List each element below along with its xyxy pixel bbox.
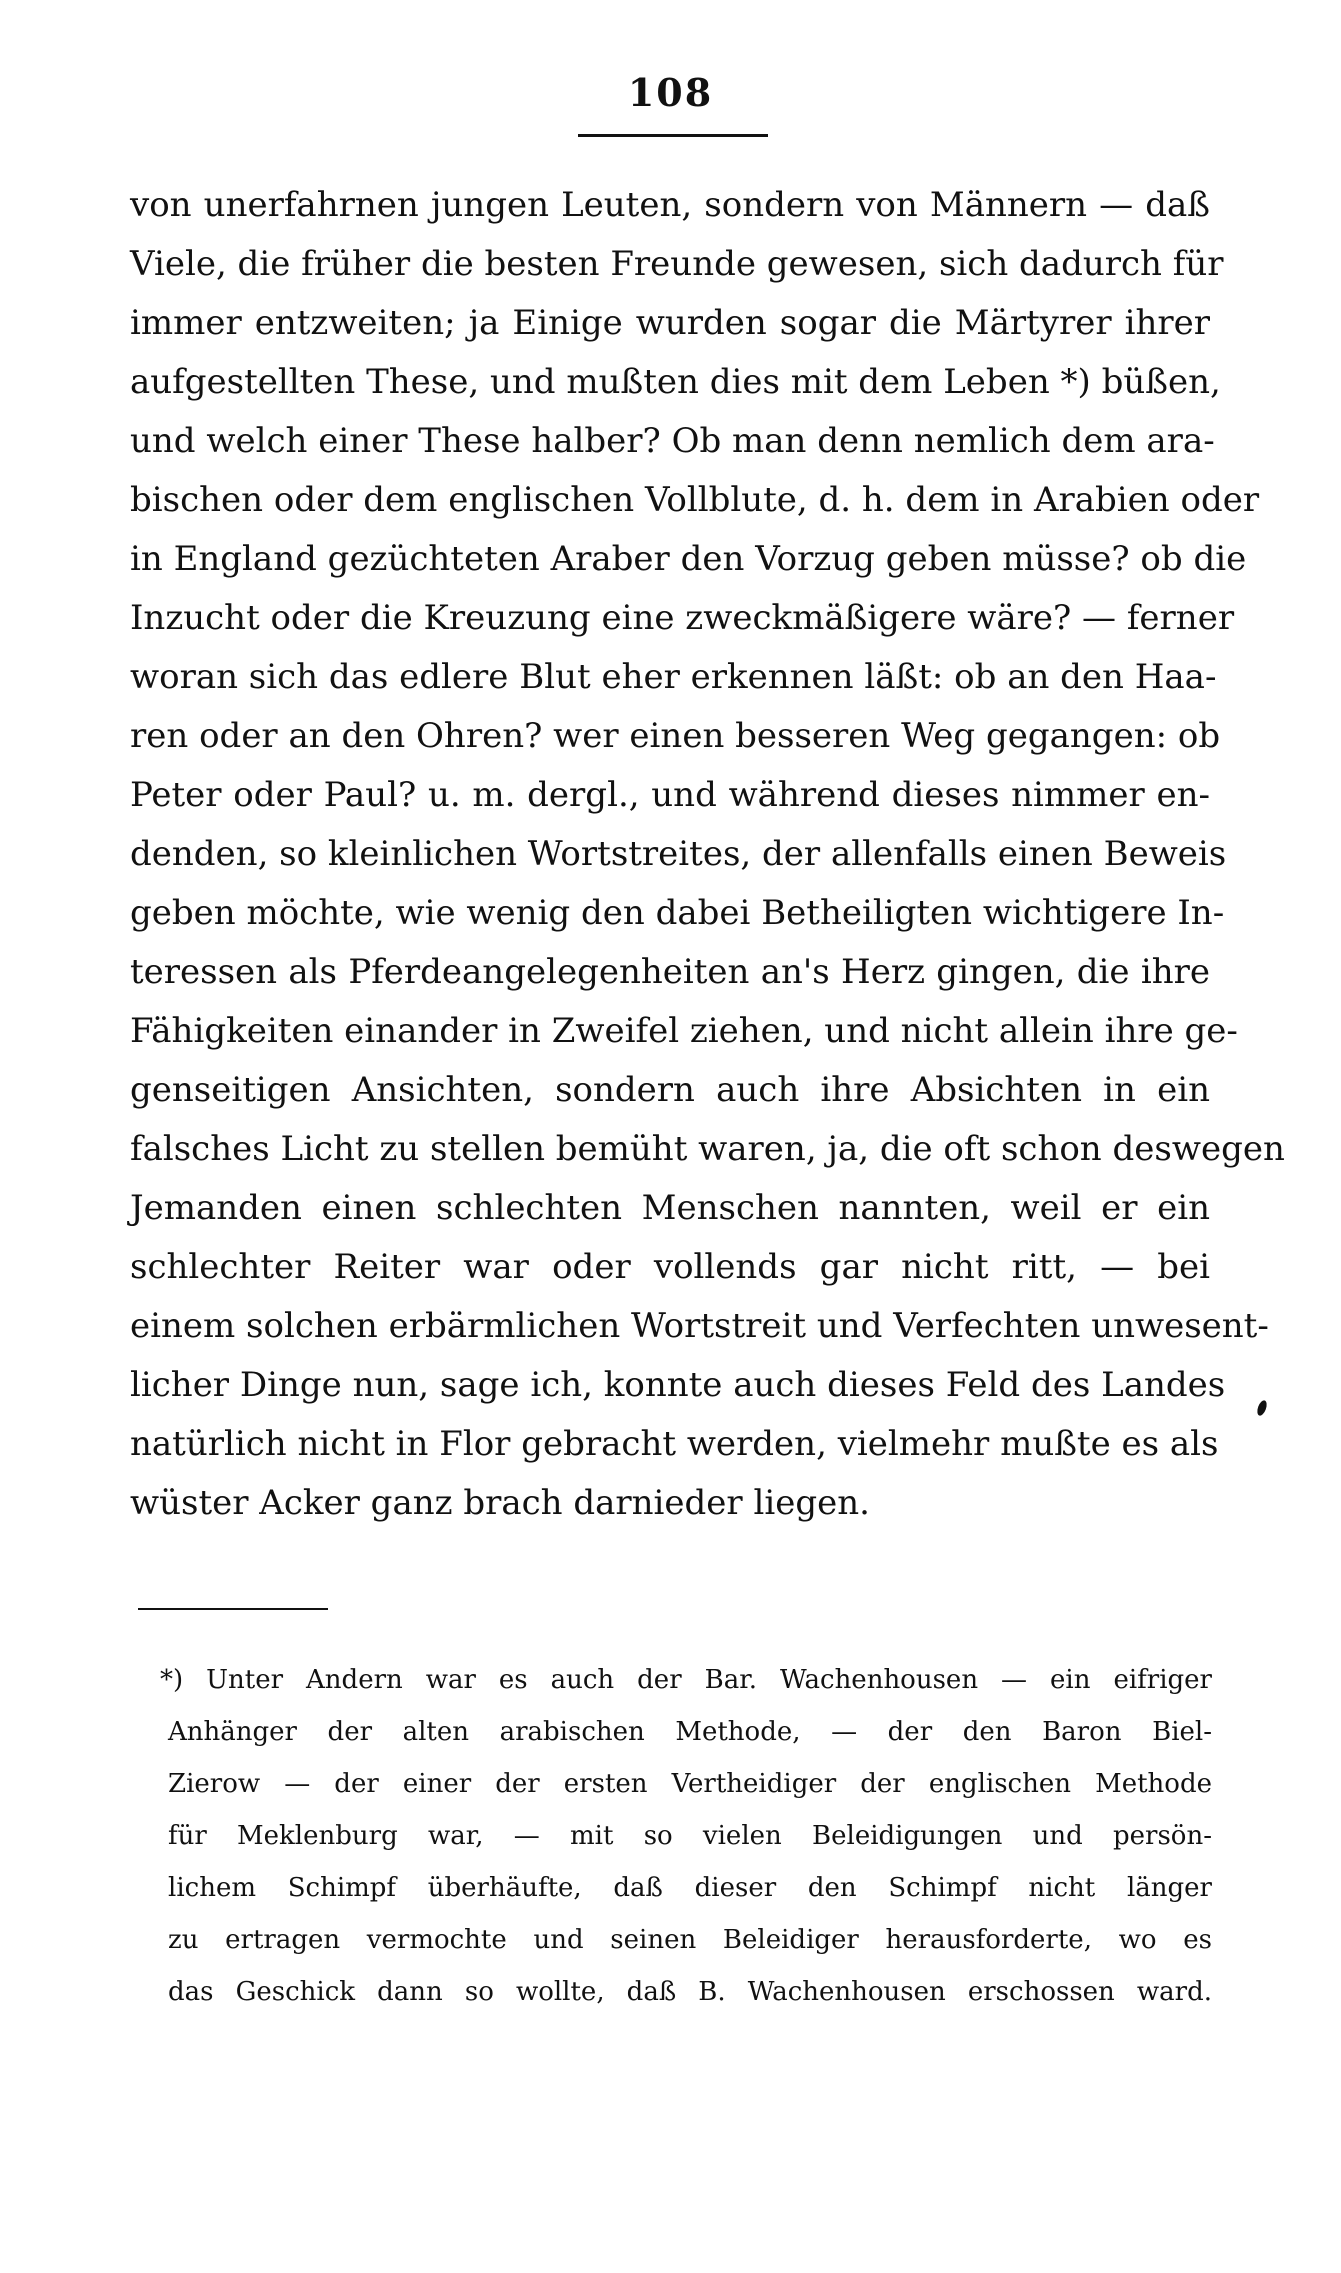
body-line: in England gezüchteten Araber den Vorzug geben müsse? ob die	[130, 539, 1247, 579]
body-line: denden, so kleinlichen Wortstreites, der allenfalls einen Beweis	[130, 834, 1227, 874]
body-line: woran sich das edlere Blut eher erkennen läßt: ob an den Haa-	[130, 657, 1217, 697]
body-line: Fähigkeiten einander in Zweifel ziehen, und nicht allein ihre ge-	[130, 1011, 1238, 1051]
body-line: licher Dinge nun, sage ich, konnte auch dieses Feld des Landes	[130, 1365, 1226, 1405]
body-text	[130, 176, 1285, 1533]
body-line: natürlich nicht in Flor gebracht werden, vielmehr mußte es als	[130, 1424, 1219, 1464]
body-line: Peter oder Paul? u. m. dergl., und während dieses nimmer en-	[130, 775, 1210, 815]
footnote-line: *) Unter Andern war es auch der Bar. Wachenhousen — ein eifriger	[160, 1665, 1212, 1695]
body-line: immer entzweiten; ja Einige wurden sogar die Märtyrer ihrer	[130, 303, 1210, 343]
footnote	[160, 1654, 1212, 2018]
page-number: 108	[627, 70, 714, 115]
body-line: ren oder an den Ohren? wer einen besseren Weg gegangen: ob	[130, 716, 1221, 756]
footnote-rule	[138, 1608, 328, 1610]
body-line: Viele, die früher die besten Freunde gewesen, sich dadurch für	[130, 244, 1224, 284]
body-line: schlechter Reiter war oder vollends gar nicht ritt, — bei	[130, 1247, 1210, 1287]
body-line: geben möchte, wie wenig den dabei Betheiligten wichtigere In-	[130, 893, 1225, 933]
body-line: und welch einer These halber? Ob man denn nemlich dem ara-	[130, 421, 1215, 461]
body-line: wüster Acker ganz brach darnieder liegen.	[130, 1483, 870, 1523]
body-line: teressen als Pferdeangelegenheiten an's Herz gingen, die ihre	[130, 952, 1210, 992]
footnote-line: zu ertragen vermochte und seinen Beleidiger herausforderte, wo es	[168, 1925, 1212, 1955]
body-line: aufgestellten These, und mußten dies mit dem Leben *) büßen,	[130, 362, 1221, 402]
body-line: genseitigen Ansichten, sondern auch ihre Absichten in ein	[130, 1070, 1210, 1110]
body-line: einem solchen erbärmlichen Wortstreit und Verfechten unwesent-	[130, 1306, 1269, 1346]
footnote-line: lichem Schimpf überhäufte, daß dieser den Schimpf nicht länger	[168, 1873, 1212, 1903]
footnote-line: Zierow — der einer der ersten Vertheidiger der englischen Methode	[168, 1769, 1212, 1799]
footnote-line: das Geschick dann so wollte, daß B. Wachenhousen erschossen ward.	[168, 1977, 1212, 2007]
ink-mark	[1256, 1399, 1269, 1417]
header-rule	[578, 134, 768, 137]
footnote-line: Anhänger der alten arabischen Methode, — der den Baron Biel-	[168, 1717, 1212, 1747]
body-line: bischen oder dem englischen Vollblute, d. h. dem in Arabien oder	[130, 480, 1260, 520]
body-line: Inzucht oder die Kreuzung eine zweckmäßigere wäre? — ferner	[130, 598, 1235, 638]
footnote-line: für Meklenburg war, — mit so vielen Beleidigungen und persön-	[168, 1821, 1212, 1851]
body-line: von unerfahrnen jungen Leuten, sondern von Männern — daß	[130, 185, 1210, 225]
body-line: falsches Licht zu stellen bemüht waren, ja, die oft schon deswegen	[130, 1129, 1285, 1169]
body-line: Jemanden einen schlechten Menschen nannten, weil er ein	[130, 1188, 1210, 1228]
